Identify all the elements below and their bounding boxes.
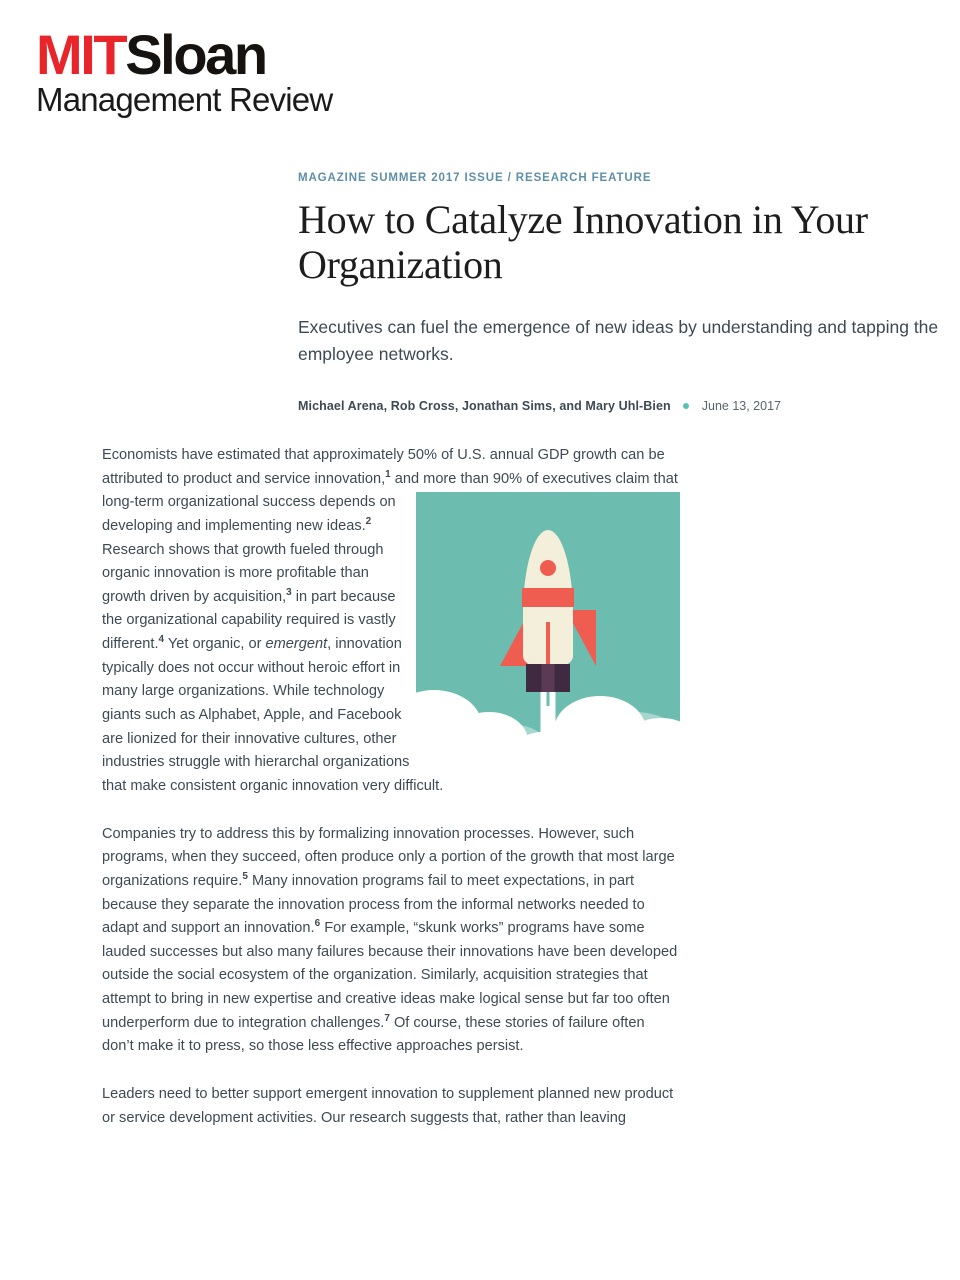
site-logo <box>36 23 326 86</box>
rocket-engine-highlight <box>542 664 555 692</box>
page-title: How to Catalyze Innovation in Your Organization <box>298 197 868 287</box>
body-paragraph-2 <box>102 823 680 1059</box>
p1-text-d: in part because the organizational capability required is vastly different. <box>102 588 396 653</box>
rocket-stripe <box>522 588 574 607</box>
footnote-ref-7[interactable]: 7 <box>384 1012 390 1024</box>
p1-text-e: Yet organic, or <box>164 636 266 653</box>
rocket-window-icon <box>540 560 556 576</box>
rocket-nozzle-notch <box>546 622 550 668</box>
footnote-ref-2[interactable]: 2 <box>365 516 372 528</box>
article-deck <box>298 314 958 369</box>
p2-text-c: For example, “skunk works” programs have some lauded successes but also many failures because their innovations have been developed outside the social ecosystem of the organization. Similarly, acquisition strategies that attempt to bring in new expertise and creative ideas make logical sense but far too often underperform due to integration challenges. <box>102 920 678 1031</box>
article-deck-line-2: employee networks. <box>298 344 454 365</box>
article-kicker[interactable]: MAGAZINE SUMMER 2017 ISSUE / RESEARCH FEATURE <box>298 172 652 184</box>
p2-text-b: Many innovation programs fail to meet expectations, in part because they separate the innovation process from the informal networks needed to adapt and support an innovation. <box>102 872 645 937</box>
p1-text-c: Research shows that growth fueled through organic innovation is more profitable than growth driven by acquisition, <box>102 541 384 605</box>
p1-text-f: , innovation typically does not occur without heroic effort in many large organizations. While technology giants such as Alphabet, Apple, and Facebook are lionized for their innovative cultures, other industries struggle with hierarchal organizations that make consistent organic innovation very difficult. <box>102 636 444 794</box>
article-deck-line-1: Executives can fuel the emergence of new ideas by understanding and tapping the <box>298 316 939 337</box>
p1-text-a: Economists have estimated that approximately 50% of U.S. annual GDP growth can be attributed to product and service innovation, <box>102 447 665 487</box>
logo-sloan-text: Sloan <box>125 23 266 86</box>
footnote-ref-3[interactable]: 3 <box>286 586 292 598</box>
byline-date: June 13, 2017 <box>701 398 781 413</box>
site-masthead[interactable] <box>36 23 333 119</box>
cloud-base <box>416 738 680 764</box>
body-paragraph-3: Leaders need to better support emergent innovation to supplement planned new product or service development activities. Our research suggests that, rather than leaving <box>102 1086 674 1126</box>
logo-subtitle: Management Review <box>36 81 333 119</box>
footnote-ref-4[interactable]: 4 <box>158 634 165 646</box>
article-body <box>102 444 680 1130</box>
byline-separator-dot <box>683 403 689 409</box>
p2-text-d: Of course, these stories of failure often don’t make it to press, so those less effective approaches persist. <box>102 1014 645 1055</box>
rocket-icon <box>509 530 587 688</box>
byline-authors[interactable]: Michael Arena, Rob Cross, Jonathan Sims, and Mary Uhl-Bien <box>298 398 671 413</box>
rocket-launch-illustration <box>416 492 680 764</box>
cloud-layer-front <box>416 700 680 764</box>
byline <box>298 399 958 413</box>
logo-mit-text: MIT <box>36 23 126 86</box>
footnote-ref-1[interactable]: 1 <box>385 468 391 480</box>
footnote-ref-6[interactable]: 6 <box>314 918 321 930</box>
p1-emphasis-emergent: emergent <box>265 636 328 653</box>
p2-text-a: Companies try to address this by formalizing innovation processes. However, such programs, when they succeed, often produce only a portion of the growth that most large organizations require. <box>102 825 675 889</box>
p1-text-b: and more than 90% of executives claim that long-term organizational success depends on developing and implementing new ideas. <box>102 470 678 534</box>
footnote-ref-5[interactable]: 5 <box>242 871 248 883</box>
article-header <box>298 172 958 413</box>
